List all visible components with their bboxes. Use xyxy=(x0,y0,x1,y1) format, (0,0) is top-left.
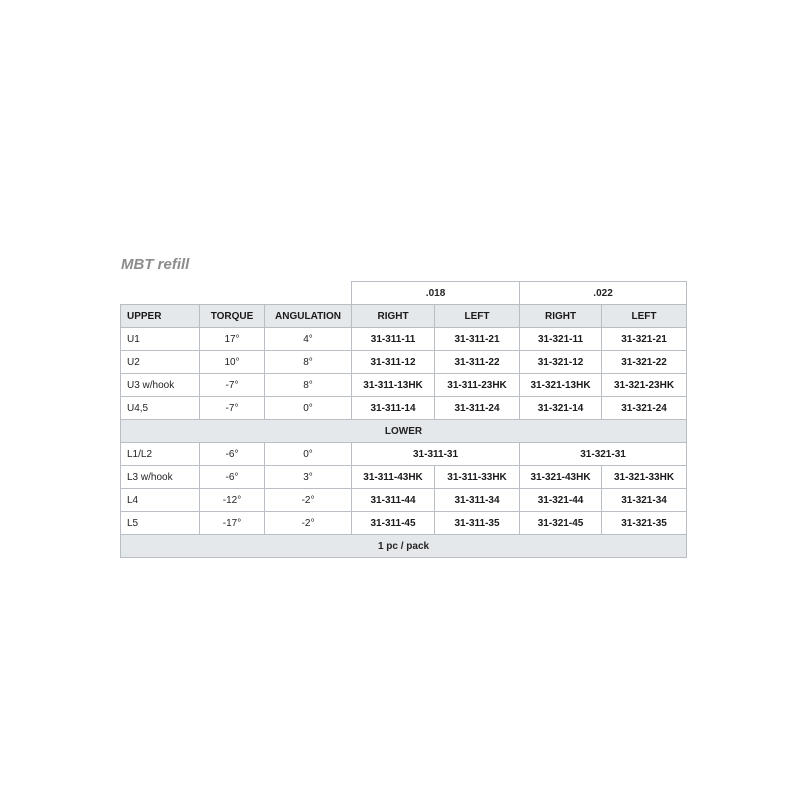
angulation-cell: -2° xyxy=(265,512,352,535)
torque-cell: -7° xyxy=(200,374,265,397)
code-cell: 31-311-33HK xyxy=(435,466,520,489)
torque-cell: -6° xyxy=(200,466,265,489)
angulation-cell: 0° xyxy=(265,443,352,466)
code-cell: 31-321-24 xyxy=(602,397,687,420)
footer-row xyxy=(121,535,687,558)
code-cell: 31-311-31 xyxy=(352,443,520,466)
lower-section-row xyxy=(121,420,687,443)
table-row xyxy=(121,397,687,420)
code-cell: 31-311-13HK xyxy=(352,374,435,397)
table-row xyxy=(121,489,687,512)
product-table xyxy=(120,281,687,558)
code-cell: 31-311-23HK xyxy=(435,374,520,397)
code-cell: 31-321-35 xyxy=(602,512,687,535)
tooth-cell: U4,5 xyxy=(121,397,200,420)
pack-note: 1 pc / pack xyxy=(121,535,687,558)
code-cell: 31-311-43HK xyxy=(352,466,435,489)
code-cell: 31-311-34 xyxy=(435,489,520,512)
code-cell: 31-311-12 xyxy=(352,351,435,374)
code-cell: 31-311-35 xyxy=(435,512,520,535)
torque-cell: 10° xyxy=(200,351,265,374)
code-cell: 31-321-45 xyxy=(520,512,602,535)
tooth-cell: L1/L2 xyxy=(121,443,200,466)
header-left-022: LEFT xyxy=(602,305,687,328)
code-cell: 31-321-33HK xyxy=(602,466,687,489)
lower-section-label: LOWER xyxy=(121,420,687,443)
code-cell: 31-321-22 xyxy=(602,351,687,374)
tooth-cell: U2 xyxy=(121,351,200,374)
tooth-cell: L5 xyxy=(121,512,200,535)
code-cell: 31-321-43HK xyxy=(520,466,602,489)
group-022: .022 xyxy=(520,282,687,305)
code-cell: 31-321-44 xyxy=(520,489,602,512)
torque-cell: -17° xyxy=(200,512,265,535)
code-cell: 31-311-11 xyxy=(352,328,435,351)
angulation-cell: 3° xyxy=(265,466,352,489)
header-upper: UPPER xyxy=(121,305,200,328)
code-cell: 31-321-21 xyxy=(602,328,687,351)
table-row xyxy=(121,443,687,466)
angulation-cell: 8° xyxy=(265,351,352,374)
table-row xyxy=(121,328,687,351)
code-cell: 31-311-24 xyxy=(435,397,520,420)
header-left-018: LEFT xyxy=(435,305,520,328)
tooth-cell: U1 xyxy=(121,328,200,351)
tooth-cell: U3 w/hook xyxy=(121,374,200,397)
angulation-cell: 4° xyxy=(265,328,352,351)
torque-cell: -12° xyxy=(200,489,265,512)
column-header-row xyxy=(121,305,687,328)
torque-cell: 17° xyxy=(200,328,265,351)
table-row xyxy=(121,512,687,535)
table-row xyxy=(121,466,687,489)
angulation-cell: 0° xyxy=(265,397,352,420)
header-torque: TORQUE xyxy=(200,305,265,328)
tooth-cell: L4 xyxy=(121,489,200,512)
code-cell: 31-321-14 xyxy=(520,397,602,420)
code-cell: 31-321-11 xyxy=(520,328,602,351)
table-row xyxy=(121,351,687,374)
code-cell: 31-321-23HK xyxy=(602,374,687,397)
code-cell: 31-321-13HK xyxy=(520,374,602,397)
angulation-cell: -2° xyxy=(265,489,352,512)
code-cell: 31-321-34 xyxy=(602,489,687,512)
header-angulation: ANGULATION xyxy=(265,305,352,328)
code-cell: 31-311-21 xyxy=(435,328,520,351)
torque-cell: -7° xyxy=(200,397,265,420)
table-row xyxy=(121,374,687,397)
group-018: .018 xyxy=(352,282,520,305)
code-cell: 31-311-45 xyxy=(352,512,435,535)
code-cell: 31-321-12 xyxy=(520,351,602,374)
torque-cell: -6° xyxy=(200,443,265,466)
group-header-row xyxy=(121,282,687,305)
code-cell: 31-311-14 xyxy=(352,397,435,420)
tooth-cell: L3 w/hook xyxy=(121,466,200,489)
angulation-cell: 8° xyxy=(265,374,352,397)
code-cell: 31-321-31 xyxy=(520,443,687,466)
table-title: MBT refill xyxy=(121,256,190,273)
header-right-018: RIGHT xyxy=(352,305,435,328)
header-right-022: RIGHT xyxy=(520,305,602,328)
code-cell: 31-311-22 xyxy=(435,351,520,374)
code-cell: 31-311-44 xyxy=(352,489,435,512)
blank-cell xyxy=(121,282,352,305)
